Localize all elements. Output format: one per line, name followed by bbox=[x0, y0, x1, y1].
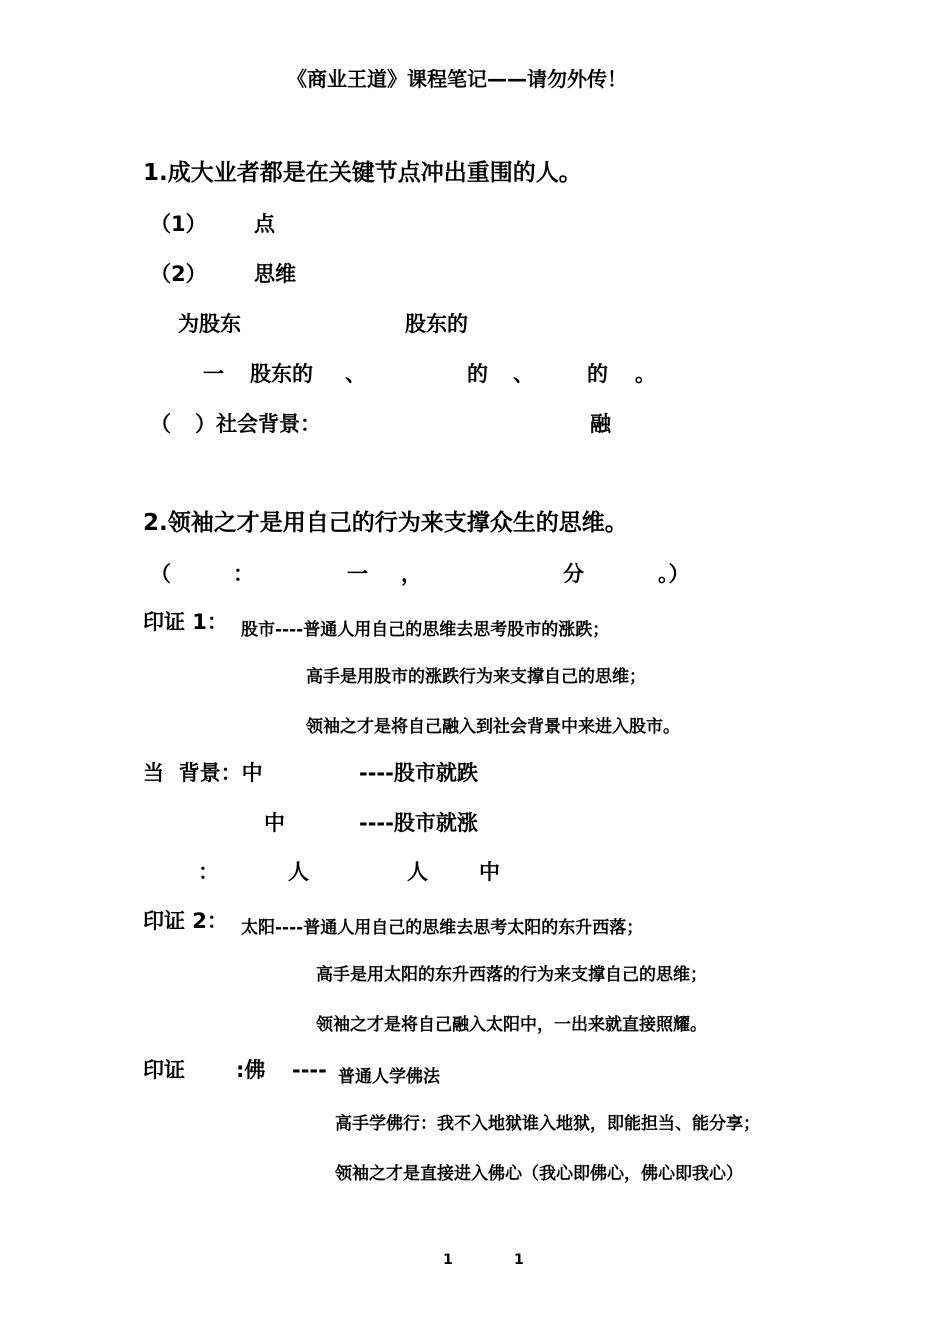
row-b-c: 、 bbox=[345, 362, 366, 386]
proof3-line3: 领袖之才是直接进入佛心（我心即佛心，佛心即我心） bbox=[335, 1164, 743, 1184]
paren-row-d: ， bbox=[401, 562, 422, 586]
paren-row-e: 分 bbox=[563, 562, 584, 586]
page-number-left: 1 bbox=[443, 1252, 453, 1268]
proof3-line2: 高手学佛行：我不入地狱谁入地狱，即能担当、能分享； bbox=[335, 1114, 760, 1134]
background-line3-c: 人 bbox=[407, 860, 428, 884]
paren-row-f: 。） bbox=[658, 562, 690, 586]
item1-label: （1） bbox=[150, 212, 207, 236]
proof2-line1: 太阳----普通人用自己的思维去思考太阳的东升西落； bbox=[241, 918, 644, 938]
proof1-line3: 领袖之才是将自己融入到社会背景中来进入股市。 bbox=[306, 717, 680, 737]
row-b-a: 一 bbox=[203, 362, 224, 386]
background-line3-a: ： bbox=[198, 860, 219, 884]
item2-label: （2） bbox=[150, 262, 207, 286]
paren-row-b: ： bbox=[233, 562, 254, 586]
row-b-e: 、 bbox=[513, 362, 534, 386]
paren-row-c: 一 bbox=[347, 562, 368, 586]
background-line2-right: ----股市就涨 bbox=[359, 811, 478, 835]
proof3-dash: ---- bbox=[292, 1058, 327, 1082]
row-b-f: 的 bbox=[587, 362, 608, 386]
row-b-d: 的 bbox=[467, 362, 488, 386]
row-a-right: 股东的 bbox=[405, 312, 468, 336]
item1-text: 点 bbox=[254, 212, 275, 236]
background-line3-b: 人 bbox=[288, 860, 309, 884]
paren-row-a: （ bbox=[150, 562, 171, 586]
row-c-right: 融 bbox=[590, 412, 611, 436]
document-title: 《商业王道》课程笔记——请勿外传！ bbox=[287, 67, 627, 91]
row-c-left: （ bbox=[150, 412, 171, 436]
proof1-label: 印证 1： bbox=[143, 610, 228, 634]
page-number-right: 1 bbox=[514, 1252, 524, 1268]
row-b-g: 。 bbox=[635, 362, 656, 386]
background-line3-d: 中 bbox=[479, 860, 500, 884]
proof2-line3: 领袖之才是将自己融入太阳中，一出来就直接照耀。 bbox=[316, 1015, 707, 1035]
background-line2-left: 中 bbox=[264, 811, 285, 835]
section1-heading: 1.成大业者都是在关键节点冲出重围的人。 bbox=[143, 160, 582, 186]
item2-text: 思维 bbox=[254, 262, 296, 286]
row-c-mid: ）社会背景： bbox=[195, 412, 321, 436]
proof1-line1: 股市----普通人用自己的思维去思考股市的涨跌； bbox=[241, 620, 610, 640]
row-b-b: 股东的 bbox=[250, 362, 313, 386]
background-line1-right: ----股市就跌 bbox=[359, 761, 478, 785]
proof2-line2: 高手是用太阳的东升西落的行为来支撑自己的思维； bbox=[316, 965, 707, 985]
background-label: 当 背景：中 bbox=[143, 761, 263, 785]
proof2-label: 印证 2： bbox=[143, 909, 228, 933]
proof3-label: 印证 bbox=[143, 1058, 185, 1082]
row-a-left: 为股东 bbox=[178, 312, 241, 336]
section2-heading: 2.领袖之才是用自己的行为来支撑众生的思维。 bbox=[143, 510, 628, 536]
proof1-line2: 高手是用股市的涨跌行为来支撑自己的思维； bbox=[306, 667, 646, 687]
proof3-mid: :佛 bbox=[236, 1058, 266, 1082]
proof3-line1: 普通人学佛法 bbox=[338, 1067, 440, 1087]
